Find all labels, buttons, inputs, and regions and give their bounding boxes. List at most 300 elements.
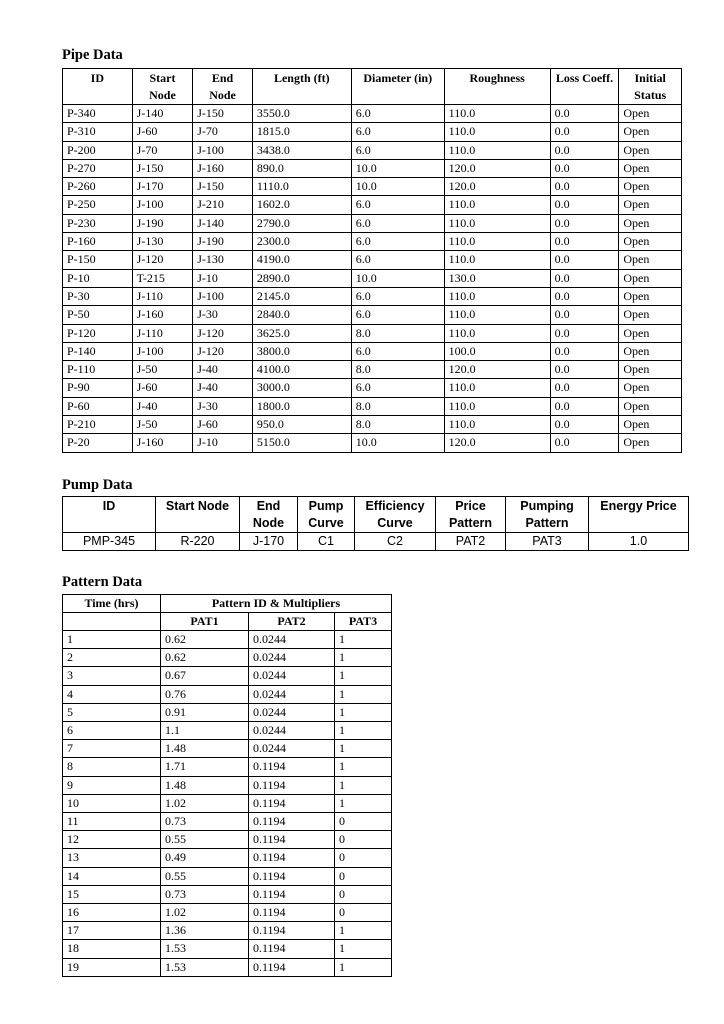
pipe-status-cell: Open	[619, 397, 682, 415]
pipe-diameter-cell: 10.0	[351, 178, 444, 196]
pattern-row	[63, 831, 392, 849]
pattern-data-title: Pattern Data	[62, 574, 143, 590]
pump-end-node-cell: J-170	[240, 533, 298, 551]
pattern-time-cell: 3	[63, 667, 161, 685]
pattern-pat3-cell: 1	[335, 631, 392, 649]
pipe-row	[63, 214, 682, 232]
pipe-diameter-cell: 6.0	[351, 123, 444, 141]
pattern-pat2-cell: 0.0244	[249, 703, 335, 721]
pattern-pat3-cell: 1	[335, 940, 392, 958]
pattern-time-cell: 17	[63, 922, 161, 940]
pipe-loss-coeff-cell: 0.0	[550, 196, 619, 214]
pattern-pat3-cell: 1	[335, 667, 392, 685]
pattern-row	[63, 867, 392, 885]
pipe-id-cell: P-10	[63, 269, 133, 287]
pattern-pat1-cell: 0.91	[161, 703, 249, 721]
pipe-id-cell: P-50	[63, 306, 133, 324]
pattern-pat2-cell: 0.0244	[249, 740, 335, 758]
pattern-pat2-cell: 0.0244	[249, 722, 335, 740]
pipe-roughness-cell: 120.0	[444, 178, 550, 196]
pipe-end-node-cell: J-40	[193, 379, 253, 397]
pattern-row	[63, 722, 392, 740]
pipe-length-cell: 2790.0	[252, 214, 351, 232]
pipe-start-node-cell: J-70	[132, 141, 193, 159]
pipe-status-cell: Open	[619, 379, 682, 397]
pipe-start-node-cell: J-110	[132, 287, 193, 305]
pipe-length-cell: 3550.0	[252, 105, 351, 123]
pattern-pat2-cell: 0.0244	[249, 631, 335, 649]
pipe-diameter-cell: 6.0	[351, 214, 444, 232]
pattern-pat2-cell: 0.1194	[249, 813, 335, 831]
pump-row	[63, 533, 689, 551]
pipe-id-cell: P-60	[63, 397, 133, 415]
pattern-pat1-cell: 1.1	[161, 722, 249, 740]
pipe-id-cell: P-340	[63, 105, 133, 123]
pipe-status-cell: Open	[619, 342, 682, 360]
pipe-diameter-cell: 6.0	[351, 196, 444, 214]
pattern-time-cell: 6	[63, 722, 161, 740]
pipe-loss-coeff-cell: 0.0	[550, 178, 619, 196]
pipe-start-node-cell: J-170	[132, 178, 193, 196]
pipe-diameter-cell: 8.0	[351, 397, 444, 415]
pattern-pat2-cell: 0.1194	[249, 849, 335, 867]
pipe-roughness-cell: 120.0	[444, 361, 550, 379]
pattern-row	[63, 813, 392, 831]
pattern-data-table	[62, 594, 392, 977]
pipe-id-cell: P-250	[63, 196, 133, 214]
pattern-pat2-cell: 0.1194	[249, 831, 335, 849]
pattern-header-time-blank	[63, 613, 161, 631]
pattern-row	[63, 922, 392, 940]
pump-data-table	[62, 496, 689, 551]
pipe-loss-coeff-cell: 0.0	[550, 251, 619, 269]
pipe-loss-coeff-cell: 0.0	[550, 342, 619, 360]
pattern-time-cell: 12	[63, 831, 161, 849]
pipe-length-cell: 4100.0	[252, 361, 351, 379]
pump-energy-price-cell: 1.0	[589, 533, 689, 551]
pipe-end-node-cell: J-100	[193, 287, 253, 305]
pipe-start-node-cell: J-100	[132, 196, 193, 214]
pattern-pat2-cell: 0.0244	[249, 649, 335, 667]
pattern-table-body	[63, 631, 392, 977]
pipe-end-node-cell: J-30	[193, 306, 253, 324]
pattern-time-cell: 7	[63, 740, 161, 758]
pipe-end-node-cell: J-10	[193, 434, 253, 452]
pipe-status-cell: Open	[619, 324, 682, 342]
pipe-length-cell: 1800.0	[252, 397, 351, 415]
pattern-time-cell: 11	[63, 813, 161, 831]
pattern-pat3-cell: 1	[335, 649, 392, 667]
pipe-length-cell: 2145.0	[252, 287, 351, 305]
pattern-time-cell: 10	[63, 794, 161, 812]
pattern-row	[63, 740, 392, 758]
pipe-end-node-cell: J-70	[193, 123, 253, 141]
pipe-end-node-cell: J-150	[193, 105, 253, 123]
pipe-end-node-cell: J-150	[193, 178, 253, 196]
pipe-status-cell: Open	[619, 306, 682, 324]
pattern-time-cell: 9	[63, 776, 161, 794]
pipe-length-cell: 890.0	[252, 159, 351, 177]
pattern-row	[63, 849, 392, 867]
pattern-pat1-cell: 1.02	[161, 794, 249, 812]
pattern-pat1-cell: 0.62	[161, 649, 249, 667]
pump-header-pumping-pattern: Pumping Pattern	[506, 497, 589, 533]
pipe-start-node-cell: J-190	[132, 214, 193, 232]
pipe-start-node-cell: J-100	[132, 342, 193, 360]
pattern-time-cell: 14	[63, 867, 161, 885]
pattern-pat1-cell: 0.55	[161, 831, 249, 849]
pipe-id-cell: P-160	[63, 233, 133, 251]
pattern-pat1-cell: 0.73	[161, 813, 249, 831]
pump-header-end-node: End Node	[240, 497, 298, 533]
pattern-pat1-cell: 0.49	[161, 849, 249, 867]
pipe-id-cell: P-210	[63, 416, 133, 434]
pattern-pat1-cell: 1.48	[161, 740, 249, 758]
pattern-header-row-1	[63, 595, 392, 613]
pipe-row	[63, 105, 682, 123]
pipe-row	[63, 324, 682, 342]
pipe-roughness-cell: 110.0	[444, 324, 550, 342]
pattern-row	[63, 667, 392, 685]
pattern-row	[63, 631, 392, 649]
pattern-pat1-cell: 1.53	[161, 958, 249, 976]
pipe-loss-coeff-cell: 0.0	[550, 324, 619, 342]
pump-header-pump-curve: Pump Curve	[298, 497, 355, 533]
pipe-diameter-cell: 6.0	[351, 233, 444, 251]
pattern-pat3-cell: 1	[335, 758, 392, 776]
pipe-start-node-cell: J-60	[132, 379, 193, 397]
pattern-pat3-cell: 0	[335, 904, 392, 922]
pipe-roughness-cell: 110.0	[444, 379, 550, 397]
pattern-pat3-cell: 1	[335, 958, 392, 976]
pipe-status-cell: Open	[619, 214, 682, 232]
pipe-roughness-cell: 110.0	[444, 397, 550, 415]
pipe-status-cell: Open	[619, 251, 682, 269]
pipe-diameter-cell: 6.0	[351, 141, 444, 159]
pipe-end-node-cell: J-190	[193, 233, 253, 251]
pattern-pat3-cell: 1	[335, 722, 392, 740]
pipe-length-cell: 3800.0	[252, 342, 351, 360]
pipe-row	[63, 159, 682, 177]
pipe-status-cell: Open	[619, 233, 682, 251]
pattern-time-cell: 5	[63, 703, 161, 721]
pipe-diameter-cell: 6.0	[351, 287, 444, 305]
pipe-diameter-cell: 6.0	[351, 306, 444, 324]
pattern-row	[63, 904, 392, 922]
pipe-header-row	[63, 69, 682, 105]
pipe-row	[63, 342, 682, 360]
pump-efficiency-curve-cell: C2	[355, 533, 436, 551]
pattern-pat3-cell: 1	[335, 922, 392, 940]
pipe-start-node-cell: J-150	[132, 159, 193, 177]
pipe-diameter-cell: 6.0	[351, 379, 444, 397]
pipe-length-cell: 3000.0	[252, 379, 351, 397]
pipe-end-node-cell: J-10	[193, 269, 253, 287]
pipe-header-initial-status: Initial Status	[619, 69, 682, 105]
pipe-diameter-cell: 10.0	[351, 434, 444, 452]
pattern-pat2-cell: 0.1194	[249, 922, 335, 940]
pattern-time-cell: 18	[63, 940, 161, 958]
pipe-length-cell: 1815.0	[252, 123, 351, 141]
pattern-pat2-cell: 0.1194	[249, 794, 335, 812]
pipe-header-loss-coeff: Loss Coeff.	[550, 69, 619, 105]
pipe-loss-coeff-cell: 0.0	[550, 159, 619, 177]
pattern-header-pat1: PAT1	[161, 613, 249, 631]
pattern-time-cell: 13	[63, 849, 161, 867]
pattern-header-row-2	[63, 613, 392, 631]
pipe-end-node-cell: J-160	[193, 159, 253, 177]
pipe-id-cell: P-110	[63, 361, 133, 379]
pipe-length-cell: 5150.0	[252, 434, 351, 452]
pattern-header-pat2: PAT2	[249, 613, 335, 631]
pattern-pat1-cell: 0.55	[161, 867, 249, 885]
pipe-roughness-cell: 110.0	[444, 105, 550, 123]
pattern-row	[63, 776, 392, 794]
pipe-loss-coeff-cell: 0.0	[550, 214, 619, 232]
pump-curve-cell: C1	[298, 533, 355, 551]
pipe-diameter-cell: 6.0	[351, 105, 444, 123]
pipe-diameter-cell: 8.0	[351, 361, 444, 379]
pattern-pat3-cell: 0	[335, 831, 392, 849]
pattern-pat1-cell: 1.02	[161, 904, 249, 922]
pipe-loss-coeff-cell: 0.0	[550, 105, 619, 123]
pipe-id-cell: P-260	[63, 178, 133, 196]
pipe-status-cell: Open	[619, 141, 682, 159]
pump-pumping-pattern-cell: PAT3	[506, 533, 589, 551]
pipe-roughness-cell: 110.0	[444, 214, 550, 232]
pipe-row	[63, 233, 682, 251]
pipe-id-cell: P-310	[63, 123, 133, 141]
pattern-pat2-cell: 0.1194	[249, 867, 335, 885]
pipe-roughness-cell: 110.0	[444, 251, 550, 269]
pattern-pat3-cell: 1	[335, 776, 392, 794]
pattern-pat3-cell: 1	[335, 794, 392, 812]
pipe-end-node-cell: J-40	[193, 361, 253, 379]
pipe-loss-coeff-cell: 0.0	[550, 361, 619, 379]
pattern-pat1-cell: 1.53	[161, 940, 249, 958]
pipe-status-cell: Open	[619, 178, 682, 196]
pattern-pat1-cell: 0.67	[161, 667, 249, 685]
pipe-status-cell: Open	[619, 287, 682, 305]
pipe-end-node-cell: J-30	[193, 397, 253, 415]
pipe-row	[63, 361, 682, 379]
pipe-length-cell: 2840.0	[252, 306, 351, 324]
pipe-roughness-cell: 100.0	[444, 342, 550, 360]
pattern-pat1-cell: 1.71	[161, 758, 249, 776]
pattern-row	[63, 958, 392, 976]
pipe-loss-coeff-cell: 0.0	[550, 397, 619, 415]
pattern-row	[63, 685, 392, 703]
pipe-id-cell: P-150	[63, 251, 133, 269]
pipe-diameter-cell: 6.0	[351, 342, 444, 360]
pipe-start-node-cell: J-130	[132, 233, 193, 251]
pattern-pat3-cell: 1	[335, 685, 392, 703]
pattern-pat2-cell: 0.1194	[249, 904, 335, 922]
pipe-row	[63, 251, 682, 269]
pattern-pat2-cell: 0.1194	[249, 758, 335, 776]
pattern-time-cell: 1	[63, 631, 161, 649]
pipe-row	[63, 196, 682, 214]
pipe-end-node-cell: J-140	[193, 214, 253, 232]
pipe-row	[63, 269, 682, 287]
pipe-start-node-cell: J-120	[132, 251, 193, 269]
pipe-row	[63, 306, 682, 324]
pipe-diameter-cell: 8.0	[351, 416, 444, 434]
pipe-table-body	[63, 105, 682, 453]
pattern-pat3-cell: 0	[335, 885, 392, 903]
pump-header-price-pattern: Price Pattern	[436, 497, 506, 533]
pipe-data-title: Pipe Data	[62, 47, 123, 63]
pipe-id-cell: P-200	[63, 141, 133, 159]
pattern-header-group: Pattern ID & Multipliers	[161, 595, 392, 613]
pattern-pat3-cell: 1	[335, 703, 392, 721]
pipe-status-cell: Open	[619, 434, 682, 452]
pipe-header-start-node: Start Node	[132, 69, 193, 105]
pipe-roughness-cell: 110.0	[444, 123, 550, 141]
pipe-row	[63, 178, 682, 196]
pipe-roughness-cell: 110.0	[444, 196, 550, 214]
pattern-row	[63, 703, 392, 721]
pipe-row	[63, 379, 682, 397]
pump-data-title: Pump Data	[62, 477, 133, 493]
pipe-loss-coeff-cell: 0.0	[550, 269, 619, 287]
pipe-length-cell: 950.0	[252, 416, 351, 434]
pattern-pat3-cell: 0	[335, 867, 392, 885]
pipe-end-node-cell: J-120	[193, 342, 253, 360]
pattern-pat2-cell: 0.0244	[249, 685, 335, 703]
pump-header-row	[63, 497, 689, 533]
pipe-header-diameter: Diameter (in)	[351, 69, 444, 105]
pipe-start-node-cell: J-50	[132, 416, 193, 434]
pipe-roughness-cell: 110.0	[444, 416, 550, 434]
pipe-row	[63, 141, 682, 159]
pattern-pat1-cell: 1.48	[161, 776, 249, 794]
pump-price-pattern-cell: PAT2	[436, 533, 506, 551]
pattern-pat1-cell: 1.36	[161, 922, 249, 940]
pipe-id-cell: P-270	[63, 159, 133, 177]
pipe-length-cell: 3438.0	[252, 141, 351, 159]
pipe-roughness-cell: 110.0	[444, 306, 550, 324]
pipe-loss-coeff-cell: 0.0	[550, 379, 619, 397]
pump-header-id: ID	[63, 497, 156, 533]
pipe-end-node-cell: J-130	[193, 251, 253, 269]
pattern-row	[63, 758, 392, 776]
pipe-status-cell: Open	[619, 416, 682, 434]
pattern-header-pat3: PAT3	[335, 613, 392, 631]
pipe-end-node-cell: J-100	[193, 141, 253, 159]
pattern-row	[63, 940, 392, 958]
pipe-roughness-cell: 120.0	[444, 159, 550, 177]
pipe-loss-coeff-cell: 0.0	[550, 233, 619, 251]
pipe-header-end-node: End Node	[193, 69, 253, 105]
pipe-id-cell: P-20	[63, 434, 133, 452]
pattern-pat1-cell: 0.73	[161, 885, 249, 903]
pipe-length-cell: 1110.0	[252, 178, 351, 196]
pipe-start-node-cell: J-140	[132, 105, 193, 123]
pipe-status-cell: Open	[619, 159, 682, 177]
pipe-id-cell: P-30	[63, 287, 133, 305]
pipe-diameter-cell: 6.0	[351, 251, 444, 269]
pipe-header-id: ID	[63, 69, 133, 105]
pipe-loss-coeff-cell: 0.0	[550, 141, 619, 159]
pipe-diameter-cell: 10.0	[351, 269, 444, 287]
pattern-pat3-cell: 0	[335, 849, 392, 867]
pipe-roughness-cell: 110.0	[444, 287, 550, 305]
pipe-start-node-cell: J-40	[132, 397, 193, 415]
pattern-pat2-cell: 0.1194	[249, 940, 335, 958]
pattern-pat1-cell: 0.62	[161, 631, 249, 649]
pipe-start-node-cell: J-50	[132, 361, 193, 379]
pump-id-cell: PMP-345	[63, 533, 156, 551]
pump-start-node-cell: R-220	[156, 533, 240, 551]
pattern-pat2-cell: 0.1194	[249, 958, 335, 976]
pipe-loss-coeff-cell: 0.0	[550, 434, 619, 452]
pipe-start-node-cell: J-60	[132, 123, 193, 141]
pattern-pat1-cell: 0.76	[161, 685, 249, 703]
pipe-end-node-cell: J-210	[193, 196, 253, 214]
pump-header-energy-price: Energy Price	[589, 497, 689, 533]
pipe-status-cell: Open	[619, 196, 682, 214]
pattern-pat3-cell: 1	[335, 740, 392, 758]
pipe-start-node-cell: J-110	[132, 324, 193, 342]
pipe-roughness-cell: 110.0	[444, 141, 550, 159]
pipe-end-node-cell: J-60	[193, 416, 253, 434]
pipe-status-cell: Open	[619, 361, 682, 379]
pipe-length-cell: 1602.0	[252, 196, 351, 214]
pump-table-body	[63, 533, 689, 551]
pattern-header-time: Time (hrs)	[63, 595, 161, 613]
pump-header-efficiency-curve: Efficiency Curve	[355, 497, 436, 533]
pattern-time-cell: 8	[63, 758, 161, 776]
pattern-time-cell: 15	[63, 885, 161, 903]
pipe-roughness-cell: 130.0	[444, 269, 550, 287]
pipe-data-table	[62, 68, 682, 453]
pipe-roughness-cell: 110.0	[444, 233, 550, 251]
pipe-diameter-cell: 8.0	[351, 324, 444, 342]
pattern-pat2-cell: 0.0244	[249, 667, 335, 685]
pattern-row	[63, 794, 392, 812]
pipe-status-cell: Open	[619, 123, 682, 141]
pipe-status-cell: Open	[619, 105, 682, 123]
pipe-loss-coeff-cell: 0.0	[550, 123, 619, 141]
pipe-length-cell: 2890.0	[252, 269, 351, 287]
pattern-row	[63, 649, 392, 667]
pipe-loss-coeff-cell: 0.0	[550, 416, 619, 434]
pattern-pat2-cell: 0.1194	[249, 776, 335, 794]
pipe-id-cell: P-90	[63, 379, 133, 397]
pipe-row	[63, 397, 682, 415]
pipe-length-cell: 2300.0	[252, 233, 351, 251]
pattern-time-cell: 2	[63, 649, 161, 667]
pipe-id-cell: P-120	[63, 324, 133, 342]
pipe-roughness-cell: 120.0	[444, 434, 550, 452]
pipe-length-cell: 3625.0	[252, 324, 351, 342]
pipe-row	[63, 434, 682, 452]
pattern-time-cell: 19	[63, 958, 161, 976]
pipe-row	[63, 123, 682, 141]
pipe-start-node-cell: J-160	[132, 434, 193, 452]
pipe-id-cell: P-230	[63, 214, 133, 232]
pipe-loss-coeff-cell: 0.0	[550, 287, 619, 305]
pipe-header-roughness: Roughness	[444, 69, 550, 105]
pipe-id-cell: P-140	[63, 342, 133, 360]
pipe-diameter-cell: 10.0	[351, 159, 444, 177]
pipe-end-node-cell: J-120	[193, 324, 253, 342]
pattern-time-cell: 16	[63, 904, 161, 922]
pattern-time-cell: 4	[63, 685, 161, 703]
pipe-start-node-cell: T-215	[132, 269, 193, 287]
pipe-status-cell: Open	[619, 269, 682, 287]
